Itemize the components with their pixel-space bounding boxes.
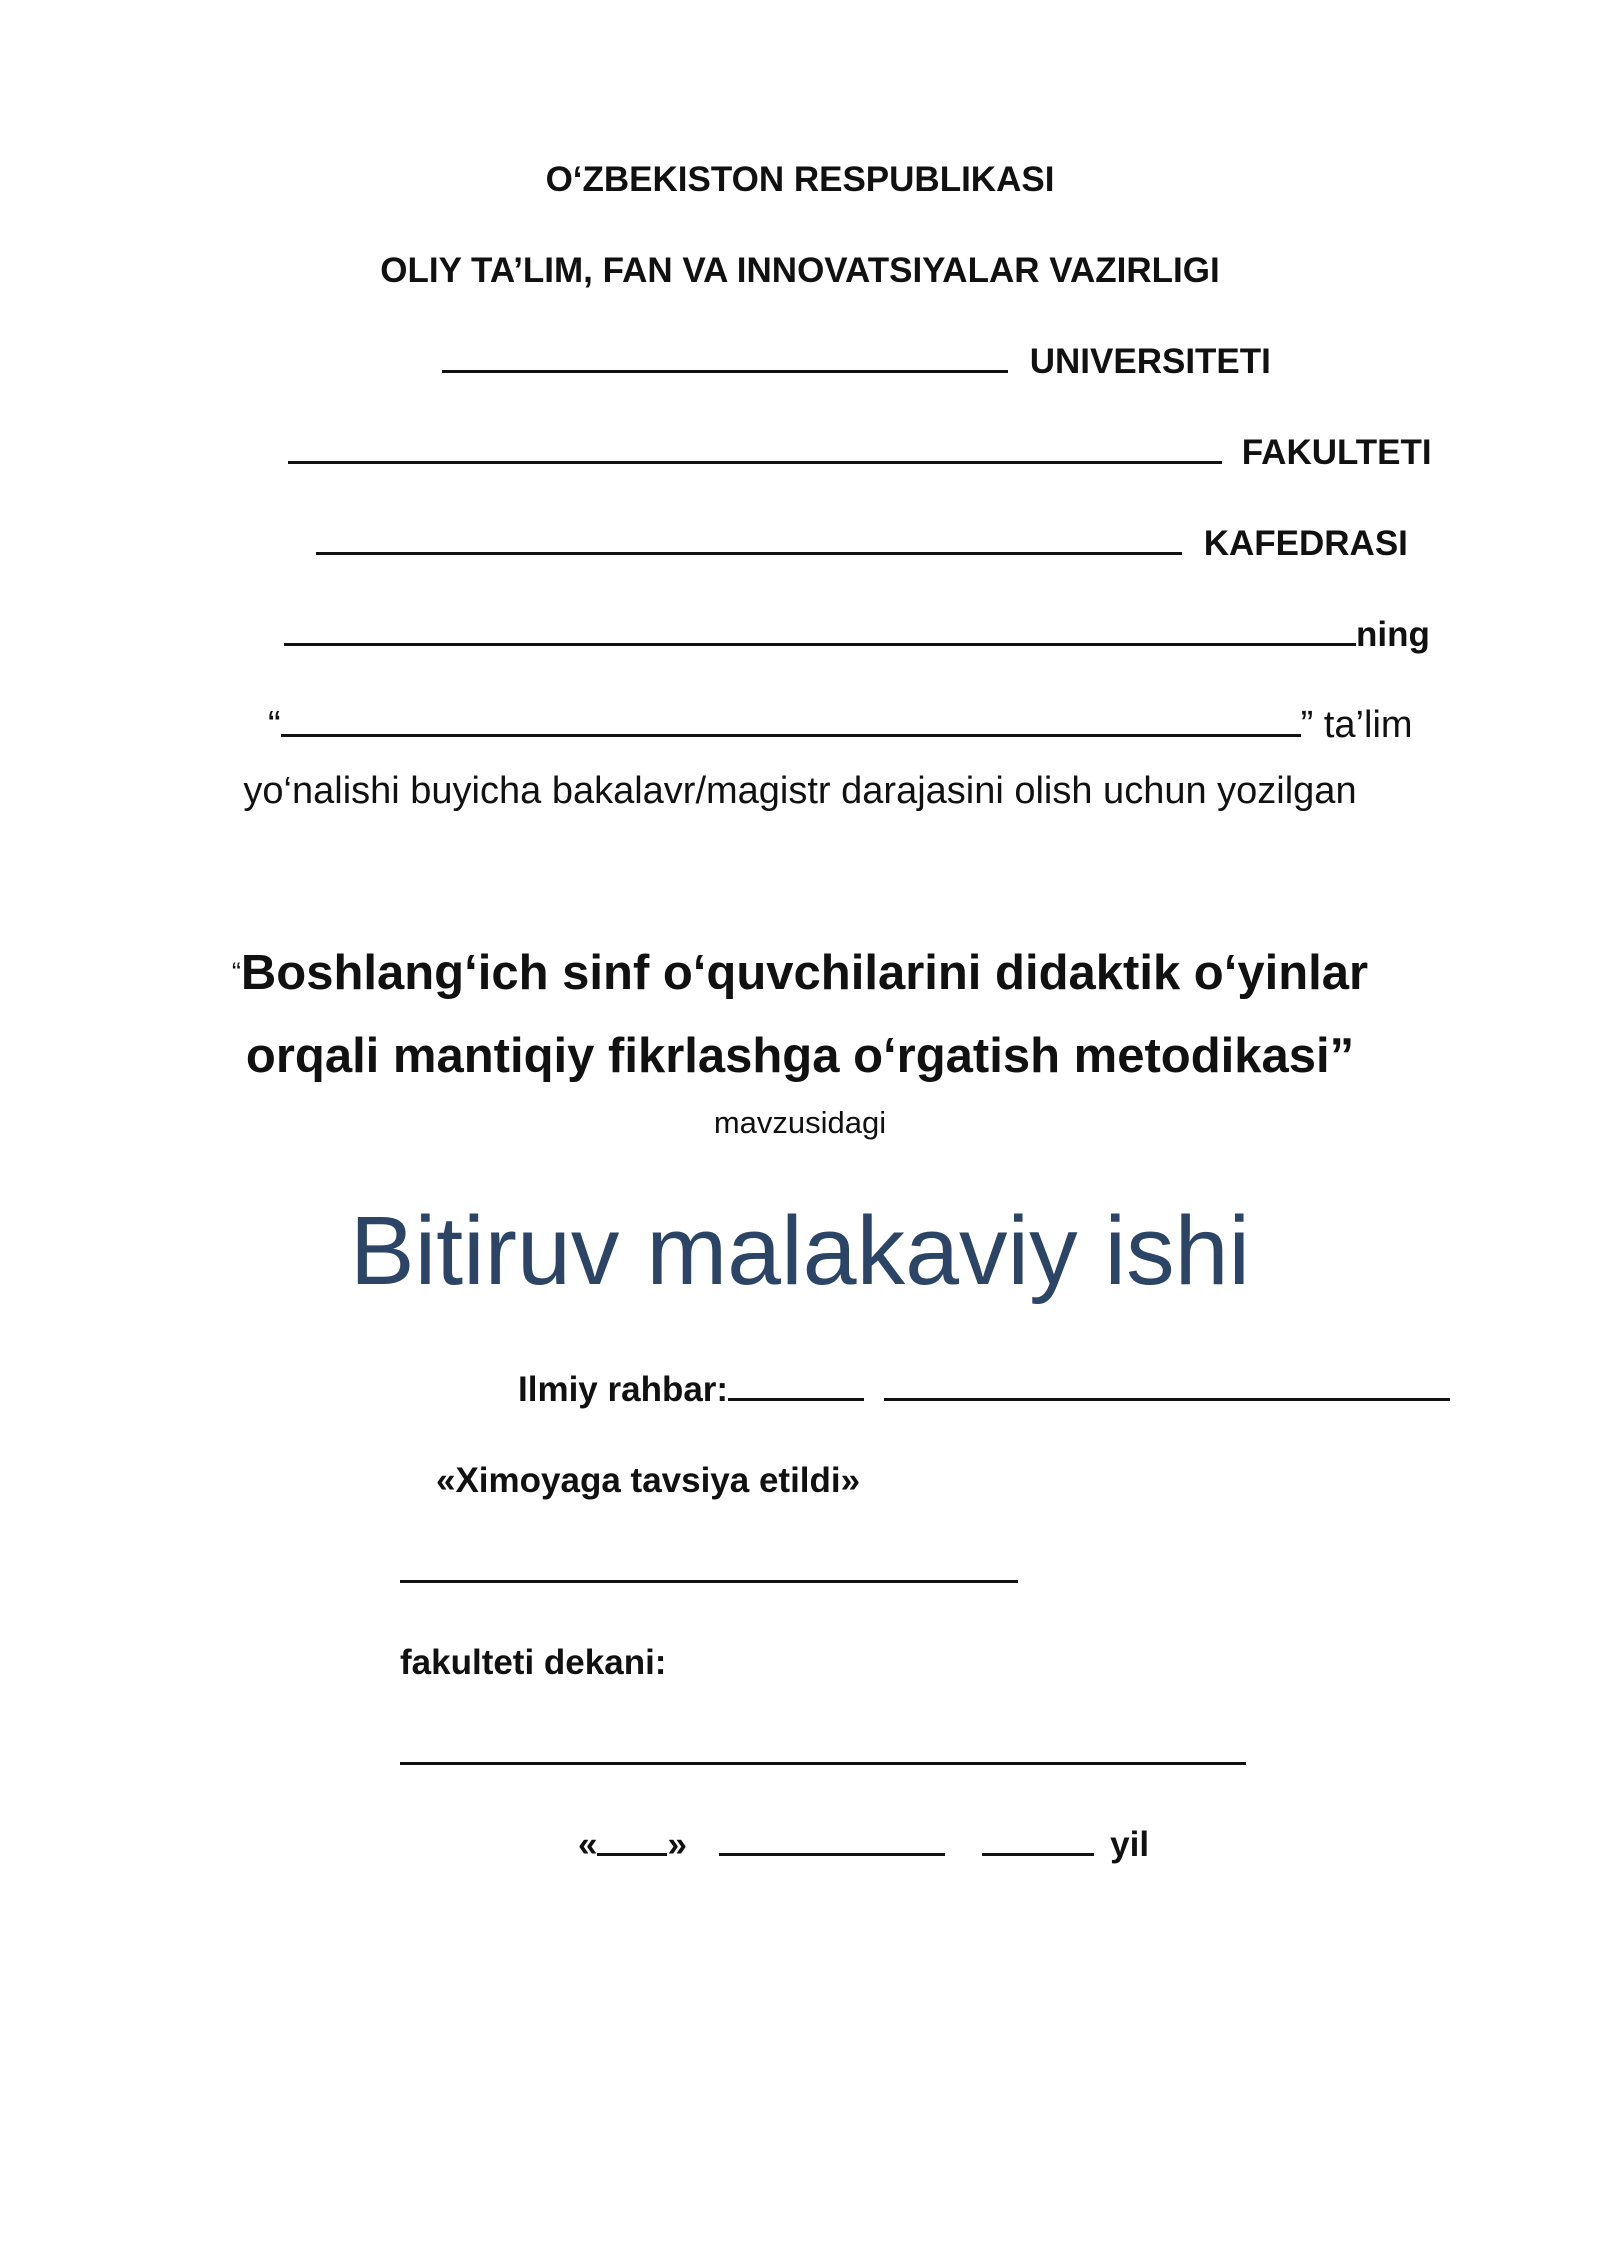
topic-caption xyxy=(0,1105,1600,1141)
faculty-blank xyxy=(288,455,1222,464)
university-line xyxy=(442,342,1271,382)
student-blank xyxy=(284,637,1356,646)
supervisor-blank-long xyxy=(884,1392,1450,1401)
date-open-quote: « xyxy=(578,1825,598,1864)
department-blank xyxy=(316,546,1182,555)
recommendation-signature-line xyxy=(400,1552,1018,1592)
date-line xyxy=(578,1825,1149,1865)
direction-purpose xyxy=(0,770,1600,813)
dean-line xyxy=(400,1643,666,1683)
supervisor-blank-short xyxy=(728,1392,864,1401)
student-suffix: ning xyxy=(1356,615,1430,654)
topic-title-part-1: Boshlang‘ich sinf o‘quvchilarini didaktik o‘yinlar xyxy=(240,946,1369,1000)
topic-open-quote: “ xyxy=(231,957,241,987)
university-label: UNIVERSITETI xyxy=(1029,342,1271,381)
recommendation-signature-blank xyxy=(400,1574,1018,1583)
faculty-line xyxy=(288,433,1432,473)
direction-open-quote: “ xyxy=(268,704,281,746)
date-month-blank xyxy=(719,1847,945,1856)
department-line xyxy=(316,524,1408,564)
direction-purpose-text: yo‘nalishi buyicha bakalavr/magistr darajasini olish uchun yozilgan xyxy=(243,770,1357,812)
republic-text: O‘ZBEKISTON RESPUBLIKASI xyxy=(545,160,1055,199)
faculty-label: FAKULTETI xyxy=(1241,433,1432,472)
topic-line-1 xyxy=(0,945,1600,1001)
ministry-text: OLIY TA’LIM, FAN VA INNOVATSIYALAR VAZIRLIGI xyxy=(380,251,1220,290)
date-year-blank xyxy=(982,1847,1094,1856)
recommended-text: «Ximoyaga tavsiya etildi» xyxy=(436,1461,861,1500)
year-label: yil xyxy=(1110,1825,1150,1864)
republic-heading xyxy=(0,160,1600,200)
topic-line-2 xyxy=(0,1028,1600,1084)
work-type-text: Bitiruv malakaviy ishi xyxy=(349,1196,1251,1305)
ministry-heading xyxy=(0,251,1600,291)
department-label: KAFEDRASI xyxy=(1203,524,1408,563)
supervisor-label: Ilmiy rahbar: xyxy=(518,1370,729,1409)
direction-blank xyxy=(281,728,1301,737)
supervisor-line xyxy=(518,1370,1450,1410)
direction-line xyxy=(268,704,1413,747)
dean-label: fakulteti dekani: xyxy=(400,1643,667,1682)
recommended-line xyxy=(436,1461,860,1501)
dean-signature-blank xyxy=(400,1756,1246,1765)
university-blank xyxy=(442,364,1008,373)
dean-signature-line xyxy=(400,1734,1246,1774)
date-close-quote: » xyxy=(667,1825,687,1864)
date-day-blank xyxy=(597,1847,667,1856)
student-line xyxy=(284,615,1430,655)
direction-close-text: ” ta’lim xyxy=(1300,704,1413,746)
topic-title-part-2: orqali mantiqiy fikrlashga o‘rgatish metodikasi” xyxy=(245,1029,1355,1083)
work-type-title xyxy=(0,1195,1600,1307)
topic-caption-text: mavzusidagi xyxy=(713,1105,887,1140)
